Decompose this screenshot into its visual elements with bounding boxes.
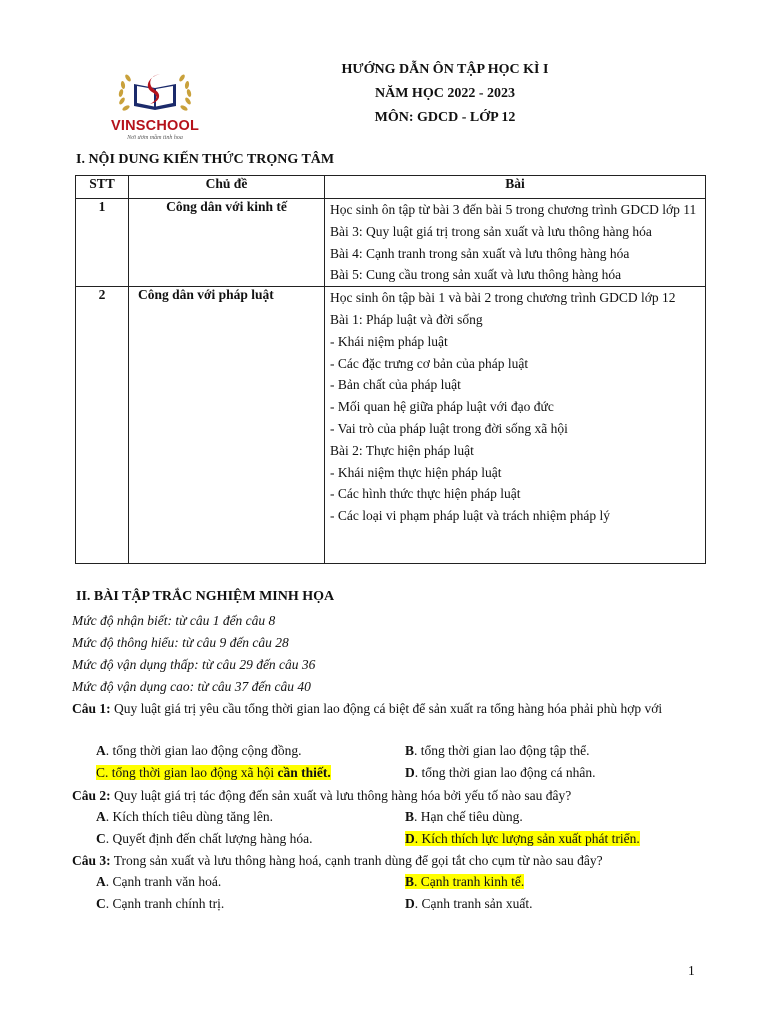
option-b: [405, 741, 590, 761]
lesson-line: - Vai trò của pháp luật trong đời sống xã hội: [330, 420, 568, 436]
option-letter: B: [405, 874, 415, 889]
option-d: [405, 763, 595, 783]
topics-table: [75, 175, 706, 564]
option-letter: B: [405, 809, 415, 824]
lesson-line: Bài 3: Quy luật giá trị trong sản xuất và lưu thông hàng hóa: [330, 223, 652, 239]
lesson-line: Bài 1: Pháp luật và đời sống: [330, 311, 483, 327]
lesson-line: Bài 4: Cạnh tranh trong sản xuất và lưu thông hàng hóa: [330, 245, 630, 261]
option-emphasis: cần thiết.: [277, 765, 331, 780]
lesson-line: Bài 2: Thực hiện pháp luật: [330, 442, 474, 458]
lesson-line: Bài 5: Cung cầu trong sản xuất và lưu thông hàng hóa: [330, 267, 622, 283]
row-topic: Công dân với kinh tế: [129, 199, 325, 287]
option-letter: B: [405, 743, 415, 758]
option-letter: A: [96, 874, 106, 889]
option-c: [96, 894, 224, 914]
option-b: [405, 807, 523, 827]
question-text: Quy luật giá trị tác động đến sản xuất và lưu thông hàng hóa bởi yếu tố nào sau đây?: [114, 788, 572, 803]
question-3: [72, 850, 694, 872]
question-text: Trong sản xuất và lưu thông hàng hoá, cạnh tranh dùng để gọi tắt cho cụm từ nào sau đây?: [113, 853, 603, 868]
section-2-title: II. BÀI TẬP TRẮC NGHIỆM MINH HỌA: [76, 589, 335, 604]
option-a: [96, 741, 302, 761]
lesson-line: Học sinh ôn tập bài 1 và bài 2 trong chương trình GDCD lớp 12: [330, 290, 676, 306]
option-letter: D: [405, 831, 415, 846]
lesson-line: - Khái niệm pháp luật: [330, 333, 448, 349]
table-row: [76, 199, 706, 287]
row-stt: 2: [76, 287, 129, 564]
option-letter: A: [96, 809, 106, 824]
row-lessons: [325, 287, 706, 564]
lesson-line: - Các hình thức thực hiện pháp luật: [330, 486, 521, 502]
lesson-line: - Bản chất của pháp luật: [330, 377, 461, 393]
option-c: [96, 829, 313, 849]
question-label: Câu 1:: [72, 701, 111, 716]
level-line: Mức độ vận dụng cao: từ câu 37 đến câu 40: [72, 679, 311, 694]
level-line: Mức độ thông hiểu: từ câu 9 đến câu 28: [72, 635, 289, 650]
question-label: Câu 2:: [72, 788, 111, 803]
option-d: [405, 894, 532, 914]
document-header: [300, 58, 590, 130]
row-lessons: [325, 199, 706, 287]
option-text: . tổng thời gian lao động xã hội: [105, 765, 278, 780]
table-header-row: [76, 176, 706, 199]
option-text: . Cạnh tranh kinh tế.: [414, 874, 525, 889]
row-topic: Công dân với pháp luật: [129, 287, 325, 564]
header-title: HƯỚNG DẪN ÔN TẬP HỌC KÌ I: [341, 62, 549, 77]
difficulty-levels: [72, 610, 315, 698]
lesson-line: - Khái niệm thực hiện pháp luật: [330, 464, 502, 480]
option-text: . tổng thời gian lao động tập thể.: [414, 743, 590, 758]
option-text: . tổng thời gian lao động cộng đồng.: [105, 743, 302, 758]
laurel-book-emblem-icon: [104, 68, 206, 120]
row-stt: 1: [76, 199, 129, 287]
option-text: . Kích thích lực lượng sản xuất phát triển.: [414, 831, 640, 846]
option-text: . Kích thích tiêu dùng tăng lên.: [105, 809, 273, 824]
option-text: . Cạnh tranh chính trị.: [105, 896, 225, 911]
header-school-year: NĂM HỌC 2022 - 2023: [375, 86, 515, 101]
option-text: . tổng thời gian lao động cá nhân.: [414, 765, 596, 780]
option-b-answer: [405, 872, 524, 892]
question-2: [72, 785, 694, 807]
header-stt: STT: [76, 176, 129, 199]
option-letter: D: [405, 896, 415, 911]
lesson-line: - Mối quan hệ giữa pháp luật với đạo đức: [330, 399, 554, 415]
option-letter: C: [96, 765, 106, 780]
lesson-line: - Các loại vi phạm pháp luật và trách nhiệm pháp lý: [330, 508, 611, 524]
option-letter: A: [96, 743, 106, 758]
header-lesson: Bài: [325, 176, 706, 199]
question-1: [72, 698, 694, 720]
option-text: . Cạnh tranh văn hoá.: [105, 874, 222, 889]
logo-name: VINSCHOOL: [111, 118, 199, 134]
option-d-answer: [405, 829, 640, 849]
option-text: . Cạnh tranh sản xuất.: [414, 896, 533, 911]
school-logo: [104, 68, 206, 146]
option-a: [96, 807, 273, 827]
logo-tagline: Nơi ươm mầm tinh hoa: [127, 135, 183, 141]
option-letter: C: [96, 896, 106, 911]
level-line: Mức độ vận dụng thấp: từ câu 29 đến câu 36: [72, 657, 316, 672]
header-subject: MÔN: GDCD - LỚP 12: [374, 110, 516, 125]
section-1-title: I. NỘI DUNG KIẾN THỨC TRỌNG TÂM: [76, 152, 335, 167]
option-letter: D: [405, 765, 415, 780]
lesson-line: Học sinh ôn tập từ bài 3 đến bài 5 trong chương trình GDCD lớp 11: [330, 202, 697, 217]
question-label: Câu 3:: [72, 853, 111, 868]
option-text: . Quyết định đến chất lượng hàng hóa.: [105, 831, 313, 846]
page-number: 1: [688, 963, 695, 978]
option-text: . Hạn chế tiêu dùng.: [414, 809, 523, 824]
question-text: Quy luật giá trị yêu cầu tổng thời gian lao động cá biệt để sản xuất ra tổng hàng hóa phải phù hợp với: [114, 701, 663, 716]
lesson-line: - Các đặc trưng cơ bản của pháp luật: [330, 355, 529, 371]
option-letter: C: [96, 831, 106, 846]
level-line: Mức độ nhận biết: từ câu 1 đến câu 8: [72, 613, 276, 628]
header-topic: Chủ đề: [129, 176, 325, 199]
table-row: [76, 287, 706, 564]
option-c-answer: [96, 763, 331, 783]
option-a: [96, 872, 221, 892]
